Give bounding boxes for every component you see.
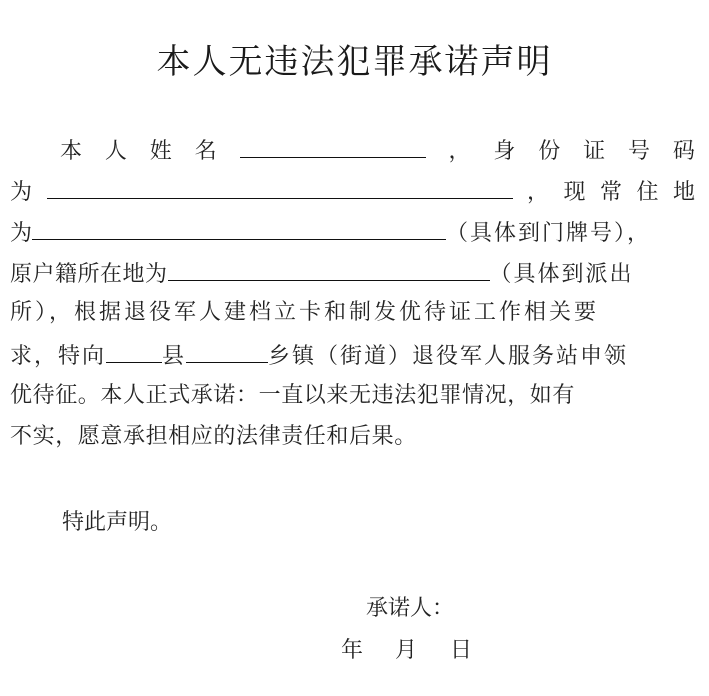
- residence-label-char: 现: [563, 180, 586, 205]
- prefix-wei: 为: [10, 180, 33, 205]
- date-month: 月: [395, 638, 418, 663]
- apply-suffix: 乡镇（街道）退役军人服务站申领: [268, 344, 629, 369]
- residence-blank[interactable]: [32, 213, 446, 240]
- residence-label-char: 住: [636, 180, 659, 205]
- line-county-township: [10, 336, 695, 372]
- comma: ，: [448, 139, 471, 164]
- county-blank[interactable]: [106, 336, 162, 363]
- line-residence-address: [10, 213, 695, 249]
- origin-label: 原户籍所在地为: [10, 262, 168, 287]
- id-label-char: 证: [583, 139, 606, 164]
- county-label: 县: [162, 344, 187, 369]
- comma: ，: [526, 180, 549, 205]
- line-name-id: [10, 131, 695, 167]
- origin-blank[interactable]: [168, 254, 490, 281]
- township-blank[interactable]: [186, 336, 268, 363]
- id-label-char: 份: [538, 139, 561, 164]
- name-blank[interactable]: [240, 131, 426, 158]
- prefix-wei: 为: [10, 221, 33, 246]
- name-label-char: 名: [194, 139, 217, 164]
- residence-note: （具体到门牌号），: [446, 221, 652, 246]
- residence-label-char: 常: [599, 180, 622, 205]
- apply-prefix: 求，特向: [10, 344, 107, 369]
- date-year: 年: [341, 638, 364, 663]
- closing-statement: 特此声明。: [62, 510, 173, 535]
- origin-note: （具体到派出: [489, 262, 634, 287]
- id-label-char: 号: [628, 139, 651, 164]
- paragraph-line: 不实，愿意承担相应的法律责任和后果。: [10, 424, 417, 449]
- paragraph-line: 优待征。本人正式承诺：一直以来无违法犯罪情况，如有: [10, 383, 576, 408]
- signatory-label: 承诺人：: [366, 596, 455, 621]
- date-day: 日: [450, 638, 473, 663]
- residence-label-char: 地: [672, 180, 695, 205]
- paragraph-line: 所），根据退役军人建档立卡和制发优待证工作相关要: [10, 300, 600, 325]
- line-id-residence: [10, 172, 695, 208]
- id-number-blank[interactable]: [47, 172, 513, 199]
- id-label-char: 身: [493, 139, 516, 164]
- name-label-char: 本: [60, 139, 83, 164]
- id-label-char: 码: [672, 139, 695, 164]
- document-title: 本人无违法犯罪承诺声明: [156, 42, 553, 82]
- name-label-char: 人: [104, 139, 127, 164]
- name-label-char: 姓: [149, 139, 172, 164]
- line-origin-address: [10, 254, 695, 290]
